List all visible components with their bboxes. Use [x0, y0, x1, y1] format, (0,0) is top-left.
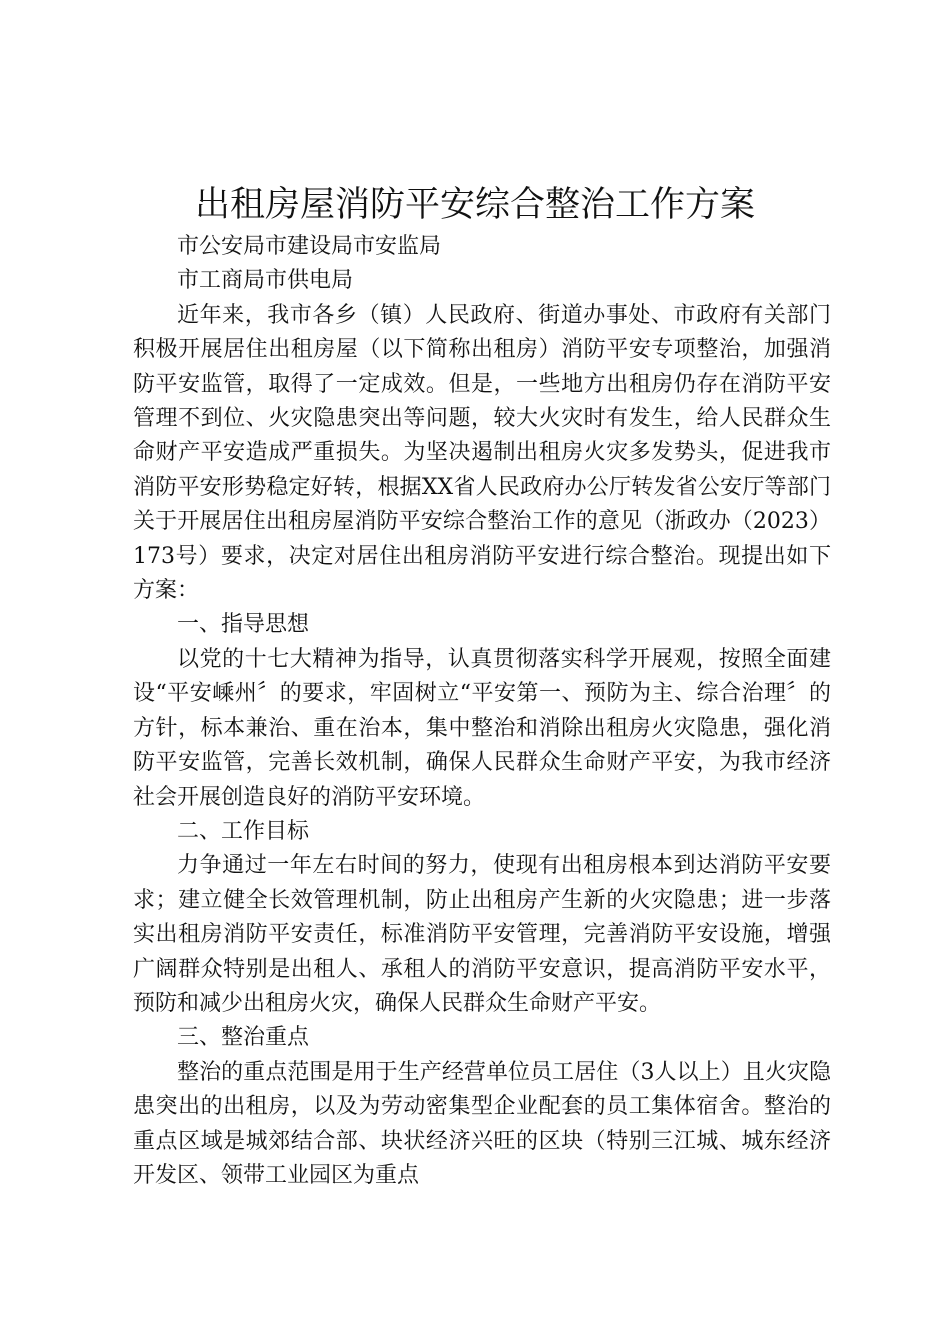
issuer-line: 市公安局市建设局市安监局: [177, 234, 442, 259]
section-heading: 一、指导思想: [177, 612, 310, 638]
section-heading: 二、工作目标: [177, 818, 310, 844]
section-paragraph: 整治的重点范围是用于生产经营单位员工居住（3人以上）且火灾隐患突出的出租房，以及为劳动密集型企业配套的员工集体宿舍。整治的重点区域是城郊结合部、块状经济兴旺的区块（特别三江城、城东经济开发区、领带工业园区为重点: [133, 1059, 831, 1188]
document-title: 出租房屋消防平安综合整治工作方案: [194, 185, 755, 225]
intro-paragraph: 近年来，我市各乡（镇）人民政府、街道办事处、市政府有关部门积极开展居住出租房屋（以下简称出租房）消防平安专项整治，加强消防平安监管，取得了一定成效。但是，一些地方出租房仍存在消防平安管理不到位、火灾隐患突出等问题，较大火灾时有发生，给人民群众生命财产平安造成严重损失。为坚决遏制出租房火灾多发势头，促进我市消防平安形势稳定好转，根据XX省人民政府办公厅转发省公安厅等部门关于开展居住出租房屋消防平安综合整治工作的意见（浙政办（2023）173号）要求，决定对居住出租房消防平安进行综合整治。现提出如下方案：: [133, 302, 831, 604]
section-paragraph: 力争通过一年左右时间的努力，使现有出租房根本到达消防平安要求；建立健全长效管理机制，防止出租房产生新的火灾隐患；进一步落实出租房消防平安责任，标准消防平安管理，完善消防平安设施，增强广阔群众特别是出租人、承租人的消防平安意识，提高消防平安水平，预防和减少出租房火灾，确保人民群众生命财产平安。: [133, 853, 831, 1016]
section-heading: 三、整治重点: [177, 1025, 310, 1051]
document-body: [133, 230, 831, 1193]
section-paragraph: 以党的十七大精神为指导，认真贯彻落实科学开展观，按照全面建设“平安嵊州〞的要求，牢固树立“平安第一、预防为主、综合治理〞的方针，标本兼治、重在治本，集中整治和消除出租房火灾隐患，强化消防平安监管，完善长效机制，确保人民群众生命财产平安，为我市经济社会开展创造良好的消防平安环境。: [133, 646, 831, 810]
issuer-line: 市工商局市供电局: [177, 268, 354, 294]
